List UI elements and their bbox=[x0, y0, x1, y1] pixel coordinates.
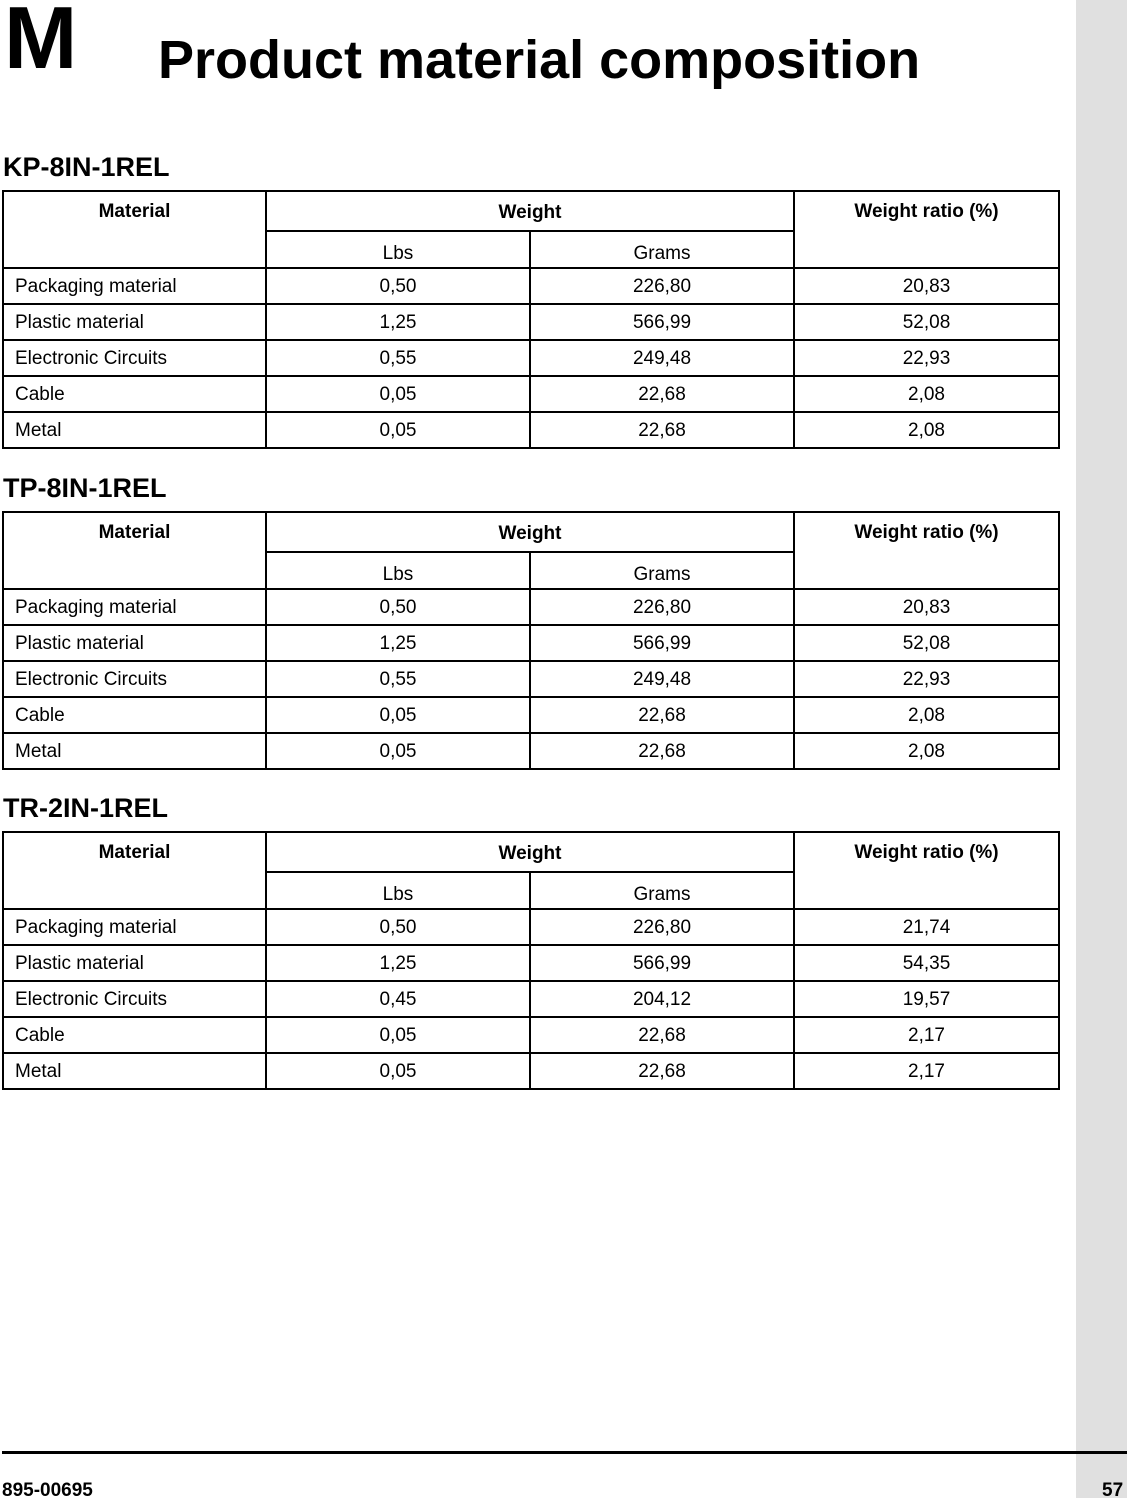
cell-material: Metal bbox=[3, 412, 266, 448]
table-row bbox=[3, 412, 1059, 448]
header-material: Material bbox=[3, 832, 266, 909]
table-row bbox=[3, 340, 1059, 376]
cell-ratio: 2,08 bbox=[794, 733, 1059, 769]
chapter-letter: M bbox=[4, 0, 78, 87]
table-row bbox=[3, 589, 1059, 625]
cell-material: Electronic Circuits bbox=[3, 661, 266, 697]
cell-grams: 226,80 bbox=[530, 589, 794, 625]
header-grams: Grams bbox=[530, 872, 794, 909]
cell-grams: 249,48 bbox=[530, 340, 794, 376]
cell-material: Plastic material bbox=[3, 304, 266, 340]
section-kp-8in-1rel bbox=[2, 154, 1058, 449]
cell-material: Cable bbox=[3, 1017, 266, 1053]
table-row bbox=[3, 304, 1059, 340]
section-title: KP-8IN-1REL bbox=[3, 152, 170, 182]
cell-ratio: 2,17 bbox=[794, 1017, 1059, 1053]
cell-material: Metal bbox=[3, 1053, 266, 1089]
cell-ratio: 21,74 bbox=[794, 909, 1059, 945]
cell-ratio: 20,83 bbox=[794, 589, 1059, 625]
material-table bbox=[2, 190, 1060, 449]
cell-ratio: 19,57 bbox=[794, 981, 1059, 1017]
cell-ratio: 52,08 bbox=[794, 625, 1059, 661]
header-weight: Weight bbox=[266, 512, 794, 552]
cell-ratio: 2,08 bbox=[794, 697, 1059, 733]
cell-lbs: 1,25 bbox=[266, 945, 530, 981]
section-title: TR-2IN-1REL bbox=[3, 793, 169, 823]
cell-grams: 22,68 bbox=[530, 376, 794, 412]
cell-lbs: 0,05 bbox=[266, 733, 530, 769]
header-material: Material bbox=[3, 512, 266, 589]
table-row bbox=[3, 945, 1059, 981]
cell-ratio: 2,08 bbox=[794, 376, 1059, 412]
cell-lbs: 0,05 bbox=[266, 412, 530, 448]
cell-material: Packaging material bbox=[3, 268, 266, 304]
cell-ratio: 20,83 bbox=[794, 268, 1059, 304]
header-weight-ratio: Weight ratio (%) bbox=[794, 832, 1059, 909]
header-lbs: Lbs bbox=[266, 231, 530, 268]
table-row bbox=[3, 1053, 1059, 1089]
table-row bbox=[3, 981, 1059, 1017]
table-row bbox=[3, 376, 1059, 412]
section-title: TP-8IN-1REL bbox=[3, 473, 167, 503]
cell-material: Electronic Circuits bbox=[3, 981, 266, 1017]
material-table bbox=[2, 511, 1060, 770]
cell-lbs: 1,25 bbox=[266, 304, 530, 340]
header-weight: Weight bbox=[266, 832, 794, 872]
cell-grams: 566,99 bbox=[530, 304, 794, 340]
cell-grams: 226,80 bbox=[530, 268, 794, 304]
cell-grams: 22,68 bbox=[530, 412, 794, 448]
table-row bbox=[3, 625, 1059, 661]
cell-ratio: 2,08 bbox=[794, 412, 1059, 448]
cell-material: Cable bbox=[3, 697, 266, 733]
section-tp-8in-1rel bbox=[2, 475, 1058, 770]
cell-ratio: 2,17 bbox=[794, 1053, 1059, 1089]
cell-lbs: 0,45 bbox=[266, 981, 530, 1017]
cell-lbs: 0,05 bbox=[266, 376, 530, 412]
cell-grams: 22,68 bbox=[530, 1017, 794, 1053]
cell-ratio: 22,93 bbox=[794, 661, 1059, 697]
cell-material: Electronic Circuits bbox=[3, 340, 266, 376]
table-row bbox=[3, 697, 1059, 733]
table-row bbox=[3, 268, 1059, 304]
cell-material: Metal bbox=[3, 733, 266, 769]
cell-lbs: 0,50 bbox=[266, 268, 530, 304]
header-grams: Grams bbox=[530, 231, 794, 268]
header-weight: Weight bbox=[266, 191, 794, 231]
cell-material: Plastic material bbox=[3, 945, 266, 981]
cell-lbs: 0,05 bbox=[266, 1017, 530, 1053]
cell-material: Cable bbox=[3, 376, 266, 412]
cell-lbs: 1,25 bbox=[266, 625, 530, 661]
header-grams: Grams bbox=[530, 552, 794, 589]
table-row bbox=[3, 909, 1059, 945]
side-band bbox=[1076, 0, 1127, 1501]
cell-grams: 226,80 bbox=[530, 909, 794, 945]
table-row bbox=[3, 661, 1059, 697]
cell-lbs: 0,50 bbox=[266, 909, 530, 945]
cell-lbs: 0,50 bbox=[266, 589, 530, 625]
cell-lbs: 0,55 bbox=[266, 340, 530, 376]
table-row bbox=[3, 1017, 1059, 1053]
cell-grams: 249,48 bbox=[530, 661, 794, 697]
table-row bbox=[3, 733, 1059, 769]
page-title: Product material composition bbox=[158, 30, 921, 90]
cell-grams: 22,68 bbox=[530, 697, 794, 733]
cell-material: Packaging material bbox=[3, 589, 266, 625]
header-material: Material bbox=[3, 191, 266, 268]
cell-grams: 204,12 bbox=[530, 981, 794, 1017]
cell-ratio: 54,35 bbox=[794, 945, 1059, 981]
cell-lbs: 0,05 bbox=[266, 697, 530, 733]
header-weight-ratio: Weight ratio (%) bbox=[794, 191, 1059, 268]
section-tr-2in-1rel bbox=[2, 795, 1058, 1090]
footer-rule bbox=[2, 1451, 1127, 1454]
header-weight-ratio: Weight ratio (%) bbox=[794, 512, 1059, 589]
cell-ratio: 22,93 bbox=[794, 340, 1059, 376]
cell-grams: 22,68 bbox=[530, 733, 794, 769]
cell-grams: 566,99 bbox=[530, 945, 794, 981]
cell-ratio: 52,08 bbox=[794, 304, 1059, 340]
cell-grams: 566,99 bbox=[530, 625, 794, 661]
document-number: 895-00695 bbox=[2, 1480, 93, 1501]
header-lbs: Lbs bbox=[266, 552, 530, 589]
page-number: 57 bbox=[1102, 1480, 1124, 1501]
cell-material: Plastic material bbox=[3, 625, 266, 661]
cell-grams: 22,68 bbox=[530, 1053, 794, 1089]
material-table bbox=[2, 831, 1060, 1090]
cell-lbs: 0,55 bbox=[266, 661, 530, 697]
cell-lbs: 0,05 bbox=[266, 1053, 530, 1089]
cell-material: Packaging material bbox=[3, 909, 266, 945]
header-lbs: Lbs bbox=[266, 872, 530, 909]
